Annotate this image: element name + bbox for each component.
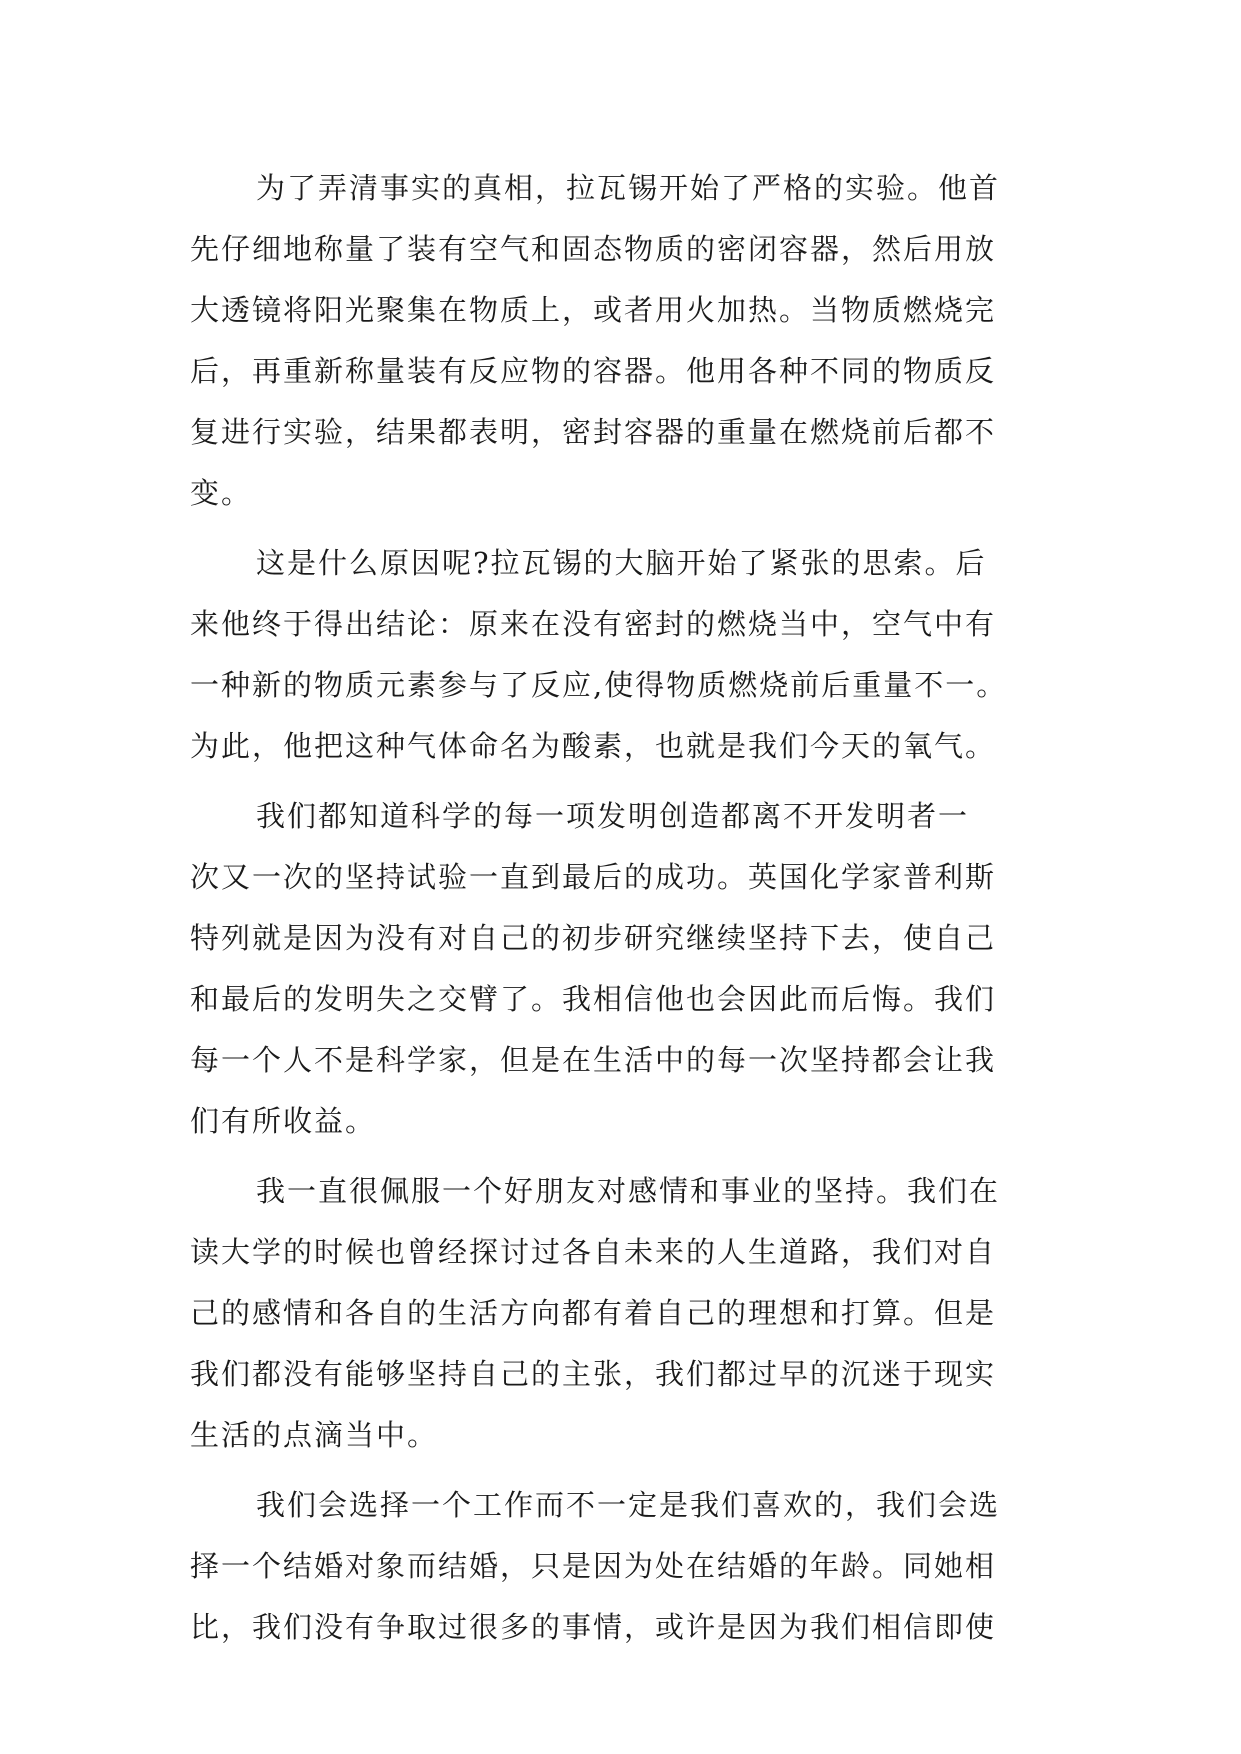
- text-line: 大透镜将阳光聚集在物质上，或者用火加热。当物质燃烧完: [190, 293, 997, 327]
- paragraph-lavoisier-experiment: [190, 158, 1070, 524]
- text-line: 比，我们没有争取过很多的事情，或许是因为我们相信即使: [190, 1610, 997, 1644]
- text-line: 先仔细地称量了装有空气和固态物质的密闭容器，然后用放: [190, 232, 997, 266]
- text-line: 们有所收益。: [190, 1104, 377, 1138]
- text-line: 我们都没有能够坚持自己的主张，我们都过早的沉迷于现实: [190, 1357, 997, 1391]
- text-line: 这是什么原因呢?拉瓦锡的大脑开始了紧张的思索。后: [256, 546, 987, 580]
- paragraph-friend-persistence: [190, 1161, 1070, 1466]
- text-line: 读大学的时候也曾经探讨过各自未来的人生道路，我们对自: [190, 1235, 997, 1269]
- paragraph-persistence-science: [190, 786, 1070, 1152]
- text-line: 来他终于得出结论：原来在没有密封的燃烧当中，空气中有: [190, 607, 997, 641]
- text-line: 我们会选择一个工作而不一定是我们喜欢的，我们会选: [256, 1488, 1001, 1522]
- text-line: 和最后的发明失之交臂了。我相信他也会因此而后悔。我们: [190, 982, 997, 1016]
- paragraph-oxygen-conclusion: [190, 533, 1070, 777]
- document-page: [190, 158, 1070, 1667]
- text-line: 生活的点滴当中。: [190, 1418, 439, 1452]
- paragraph-life-choices: [190, 1475, 1070, 1658]
- text-line: 我们都知道科学的每一项发明创造都离不开发明者一: [256, 799, 970, 833]
- text-line: 择一个结婚对象而结婚，只是因为处在结婚的年龄。同她相: [190, 1549, 997, 1583]
- text-line: 己的感情和各自的生活方向都有着自己的理想和打算。但是: [190, 1296, 997, 1330]
- text-line: 我一直很佩服一个好朋友对感情和事业的坚持。我们在: [256, 1174, 1001, 1208]
- text-line: 为此，他把这种气体命名为酸素，也就是我们今天的氧气。: [190, 729, 997, 763]
- text-line: 为了弄清事实的真相，拉瓦锡开始了严格的实验。他首: [256, 171, 1001, 205]
- text-line: 一种新的物质元素参与了反应,使得物质燃烧前后重量不一。: [190, 668, 1008, 702]
- text-line: 每一个人不是科学家，但是在生活中的每一次坚持都会让我: [190, 1043, 997, 1077]
- text-line: 变。: [190, 476, 253, 510]
- text-line: 复进行实验，结果都表明，密封容器的重量在燃烧前后都不: [190, 415, 997, 449]
- text-line: 后，再重新称量装有反应物的容器。他用各种不同的物质反: [190, 354, 997, 388]
- text-line: 次又一次的坚持试验一直到最后的成功。英国化学家普利斯: [190, 860, 997, 894]
- text-line: 特列就是因为没有对自己的初步研究继续坚持下去，使自己: [190, 921, 997, 955]
